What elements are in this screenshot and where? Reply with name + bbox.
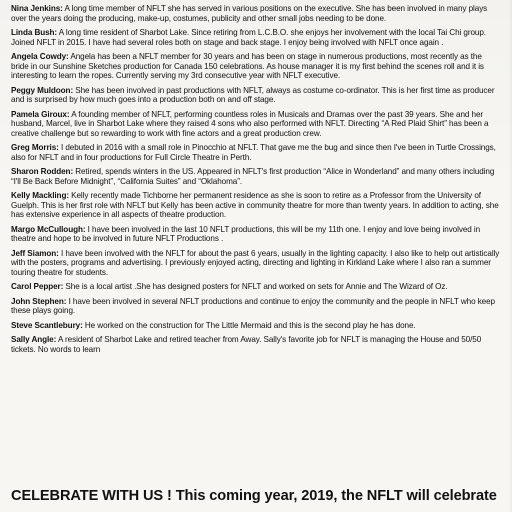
bio-name: Linda Bush:: [11, 27, 58, 37]
bio-name: Angela Cowdy:: [11, 51, 69, 61]
celebrate-announcement: CELEBRATE WITH US ! This coming year, 2019, the NFLT will celebrate: [11, 488, 497, 504]
bio-text: A long time member of NFLT she has served in various positions on the executive. She has been involved in many plays over the years doing the producing, make-up, costumes, publicity and other small jobs needing to be done.: [11, 4, 488, 23]
bio-text: A founding member of NFLT, performing countless roles in Musicals and Dramas over the past 39 years. She and her husband, Marcel, live in Sharbot Lake where they raised 4 sons who also performed with NFLT. Directing “A Red Plaid Shirt” has been a creative challenge but so rewarding to work with fine actors and a great production crew.: [11, 109, 489, 138]
bio-text: I have been involved in several NFLT productions and continue to enjoy the community and the people in NFLT who keep these plays going.: [11, 296, 495, 316]
bio-paragraph: [11, 321, 500, 331]
bio-paragraph: [11, 143, 500, 162]
bio-paragraph: [11, 335, 500, 354]
bio-text: I debuted in 2016 with a small role in Pinocchio at NFLT. That gave me the bug and since then I've been in Turtle Crossings, also for NFLT and in four productions for Full Circle Theatre in Perth.: [11, 143, 496, 162]
bio-paragraph: [11, 249, 500, 278]
bio-name: John Stephen:: [11, 296, 67, 306]
bio-paragraph: [11, 225, 500, 244]
bio-text: Kelly recently made Tichborne her permanent residence as she is soon to retire as a Professor from the University of Guelph. This is her first role with NFLT but Kelly has been active in community theatre for more than twenty years. In addition to acting, she has extensive experience in all aspects of theatre production.: [11, 191, 499, 220]
bio-name: Sally Angle:: [11, 334, 57, 344]
bio-name: Kelly Mackling:: [11, 191, 69, 201]
cast-crew-bios: [11, 4, 500, 354]
bio-name: Margo McCullough:: [11, 224, 86, 234]
bio-paragraph: [11, 191, 500, 220]
bio-name: Jeff Siamon:: [11, 248, 59, 258]
bio-paragraph: [11, 282, 500, 292]
bio-name: Greg Morris:: [11, 143, 59, 153]
bio-paragraph: [11, 110, 500, 139]
bio-name: Steve Scantlebury:: [11, 320, 83, 330]
bio-paragraph: [11, 28, 500, 47]
bio-paragraph: [11, 86, 500, 105]
bio-text: She is a local artist .She has designed posters for NFLT and worked on sets for Annie and The Wizard of Oz.: [63, 282, 448, 292]
bio-name: Carol Pepper:: [11, 282, 64, 292]
bio-text: I have been involved in the last 10 NFLT productions, this will be my 11th one. I enjoy and love being involved in theatre and hope to be involved in future NFLT Productions .: [11, 224, 481, 244]
bio-paragraph: [11, 297, 500, 316]
bio-text: I have been involved with the NFLT for about the past 6 years, usually in the lighting capacity. I also like to help out artistically with the posters, programs and advertising. I previously enjoyed acting, directing and lighting in Kirkland Lake where I also ran a summer touring theatre for students.: [11, 248, 500, 277]
bio-name: Nina Jenkins:: [11, 4, 63, 13]
bio-text: A long time resident of Sharbot Lake. Since retiring from L.C.B.O. she enjoys her involvement with the local Tai Chi group. Joined NFLT in 2015. I have had several roles both on stage and back stage. I enjoy being involved with NFLT once again .: [11, 27, 486, 47]
bio-name: Peggy Muldoon:: [11, 85, 74, 95]
bio-paragraph: [11, 167, 500, 186]
bio-paragraph: [11, 52, 500, 81]
bio-name: Pamela Giroux:: [11, 109, 70, 119]
bio-text: A resident of Sharbot Lake and retired teacher from Away. Sally's favorite job for NFLT is managing the House and 50/50 tickets. No words to learn: [11, 334, 482, 354]
bio-text: Retired, spends winters in the US. Appeared in NFLT's first production “Alice in Wonderland” and many others including “I'll Be Back Before Midnight”, “California Suites” and “Oklahoma”.: [11, 167, 495, 186]
bio-text: He worked on the construction for The Little Mermaid and this is the second play he has done.: [82, 320, 416, 330]
bio-text: She has been involved in past productions with NFLT, always as costume co-ordinator. This is her first time as producer and is surprised by how much goes into a production both on and off stage.: [11, 85, 495, 105]
bio-name: Sharon Rodden:: [11, 167, 74, 177]
bio-text: Angela has been a NFLT member for 30 years and has been on stage in numerous productions, most recently as the bride in our Sunshine Sketches production for Canada 150 celebrations. As house manager it is my first behind the scenes roll and it is interesting to learn the ropes. Currently serving my 3rd consecutive year with NFLT executive.: [11, 51, 484, 81]
bio-paragraph: [11, 4, 500, 23]
